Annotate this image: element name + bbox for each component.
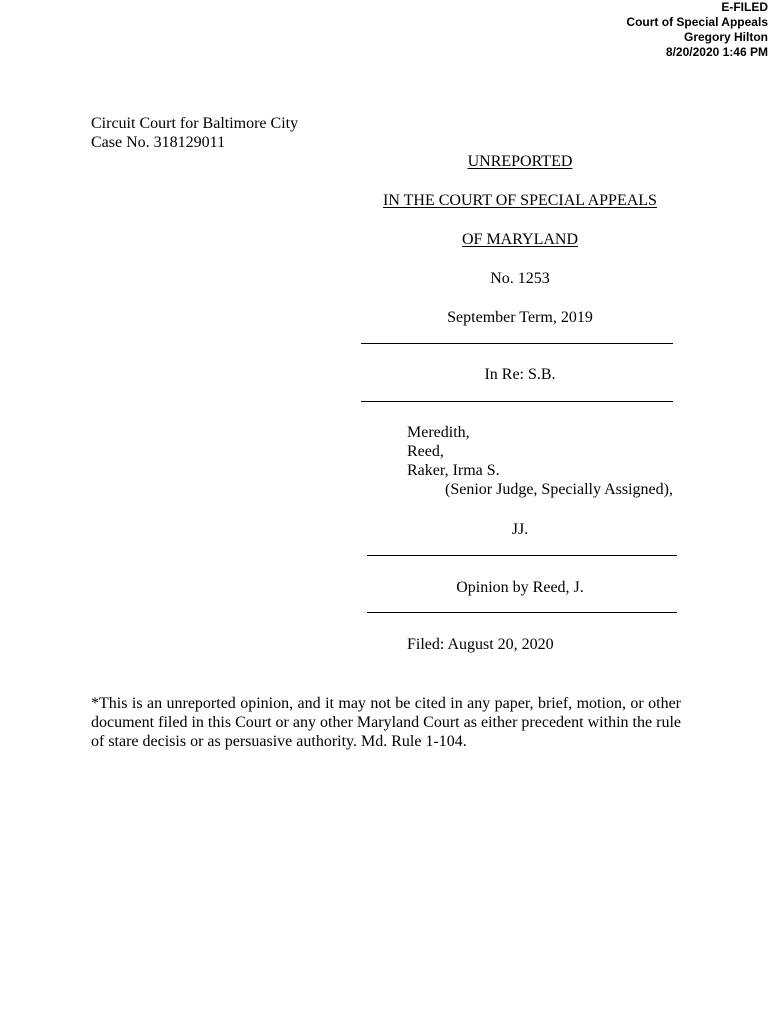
judge-panel bbox=[407, 423, 673, 499]
term: September Term, 2019 bbox=[447, 309, 593, 326]
efile-clerk: Gregory Hilton bbox=[683, 30, 768, 44]
filed-date: Filed: August 20, 2020 bbox=[407, 636, 554, 653]
efile-stamp bbox=[626, 0, 768, 60]
unreported-footnote: *This is an unreported opinion, and it may not be cited in any paper, brief, motion, or other document filed in this Court or any other Maryland Court as either precedent within the rule of stare decisis or as persuasive authority. Md. Rule 1-104. bbox=[91, 695, 681, 750]
judge-raker-note: (Senior Judge, Specially Assigned), bbox=[445, 481, 673, 498]
divider-line bbox=[361, 401, 673, 402]
unreported-heading: UNREPORTED bbox=[467, 153, 573, 170]
court-name-line2: OF MARYLAND bbox=[461, 231, 578, 248]
judge-raker: Raker, Irma S. bbox=[407, 462, 500, 479]
judge-reed: Reed, bbox=[407, 443, 444, 460]
judges-suffix: JJ. bbox=[511, 521, 529, 538]
judge-meredith: Meredith, bbox=[407, 424, 470, 441]
efile-court: Court of Special Appeals bbox=[626, 15, 768, 29]
lower-court-name: Circuit Court for Baltimore City bbox=[91, 115, 299, 132]
divider-line bbox=[361, 343, 673, 344]
efile-label: E-FILED bbox=[721, 0, 768, 14]
case-name: In Re: S.B. bbox=[484, 366, 556, 383]
opinion-author: Opinion by Reed, J. bbox=[456, 579, 584, 596]
divider-line bbox=[367, 612, 677, 613]
lower-court-case-number: Case No. 318129011 bbox=[91, 134, 226, 151]
court-name-line1: IN THE COURT OF SPECIAL APPEALS bbox=[383, 192, 657, 209]
efile-timestamp: 8/20/2020 1:46 PM bbox=[665, 45, 768, 59]
divider-line bbox=[367, 555, 677, 556]
appeal-number: No. 1253 bbox=[490, 270, 550, 287]
